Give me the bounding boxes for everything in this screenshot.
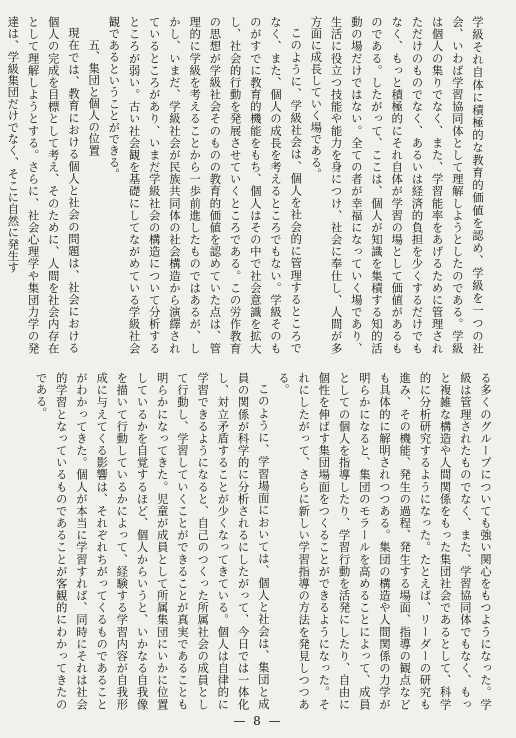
page-number: — 8 — xyxy=(233,714,283,728)
upper-text-block xyxy=(6,16,488,354)
paragraph: このように、学習場面においては、個人と社会は、集団と成員の関係が科学的に分析されるにしたがって、今日では一体化し、対立矛盾することが少くなってきている。個人は自律的に学習できるようになると、自己のつくった所属社会の成員として行動し、学習していくことができることが真実であることも明らかになってきた。児童が成員として所属集団にいかに位置しているかを自覚するほど、個人からいうと、いかなる自我像を描いて行動しているかによって、経験する学習内容が自我形成に与えてくる影響は、それぞれちがってくるものであることがわかってきた。個人が本当に学習すれば、同時にそれは社会的学習となっているものであることが客観的にわかってきたのである。 xyxy=(34,372,271,710)
paragraph: る多くのグループについても強い関心をもつようになった。学級は管理されたものでなく、また、学習協同体でもなく、もっと複雑な構造や人間関係をもった集団社会であるとして、科学的に分析研究するようになった。たとえば、リーダーの研究も進み、その機能、発生の過程、発生する場面、指導の観点なども具体的に解明されつつある。集団の構造や人間関係の力学が明らかになると、集団のモラールを高めることによって、成員としての個人を指導したり、学習行動を活発にしたり、自由に個性を伸ばす集団場面をつくることができるようになった。それにしたがって、さらに新しい学習指導の方法を発見しつつある。 xyxy=(276,372,493,710)
paragraph: 学級それ自体に積極的な教育的価値を認め、学級を一つの社会、いわば学習協同体として理解しようとしたのである。学級は個人の集りでなく、また、学習能率をあげるために管理されただけのものでなく、あるいは経済的負担を少くするだけでもなく、もっと積極的にそれ自体が学習の場として価値があるものである。したがって、ここは、個人が知識を集積する知的活動の場だけではない。全ての者が幸福になっていく場であり、生活に役立つ技能や能力を身につけ、社会に奉仕し、人間が多方面に成長していく場である。 xyxy=(309,16,485,354)
paragraph: 現在では、教育における個人と社会の問題は、社会における個人の完成を目標として考え、そのために、人間を社会内存在として理解しようとする。さらに、社会心理学や集団力学の発達は、学級集団だけでなく、そこに自然に発生す xyxy=(6,16,81,354)
paragraph: このように、学級社会は、個人を社会的に管理するところでなく、また、個人の成長を考えるところでもない。学級そのものがすでに教育的機能をもち、個人はその中で社会意識を拡大し、社会的行動を発展させていくところである。この労作教育の思想が学級社会そのものの教育的価値を認めていた点は、管理的に学級を考えることから一歩前進したものではあるが、しかし、いまだ、学級社会が民族共同体の社会構造から演繹されているところがあり、いまだ学級社会の構造について分析するところが弱い。古い社会観を基礎にしてながめている学級社会観であるということができる。 xyxy=(107,16,304,354)
section-heading: 五、集団と個人の位置 xyxy=(87,38,102,156)
lower-text-block xyxy=(34,372,496,710)
